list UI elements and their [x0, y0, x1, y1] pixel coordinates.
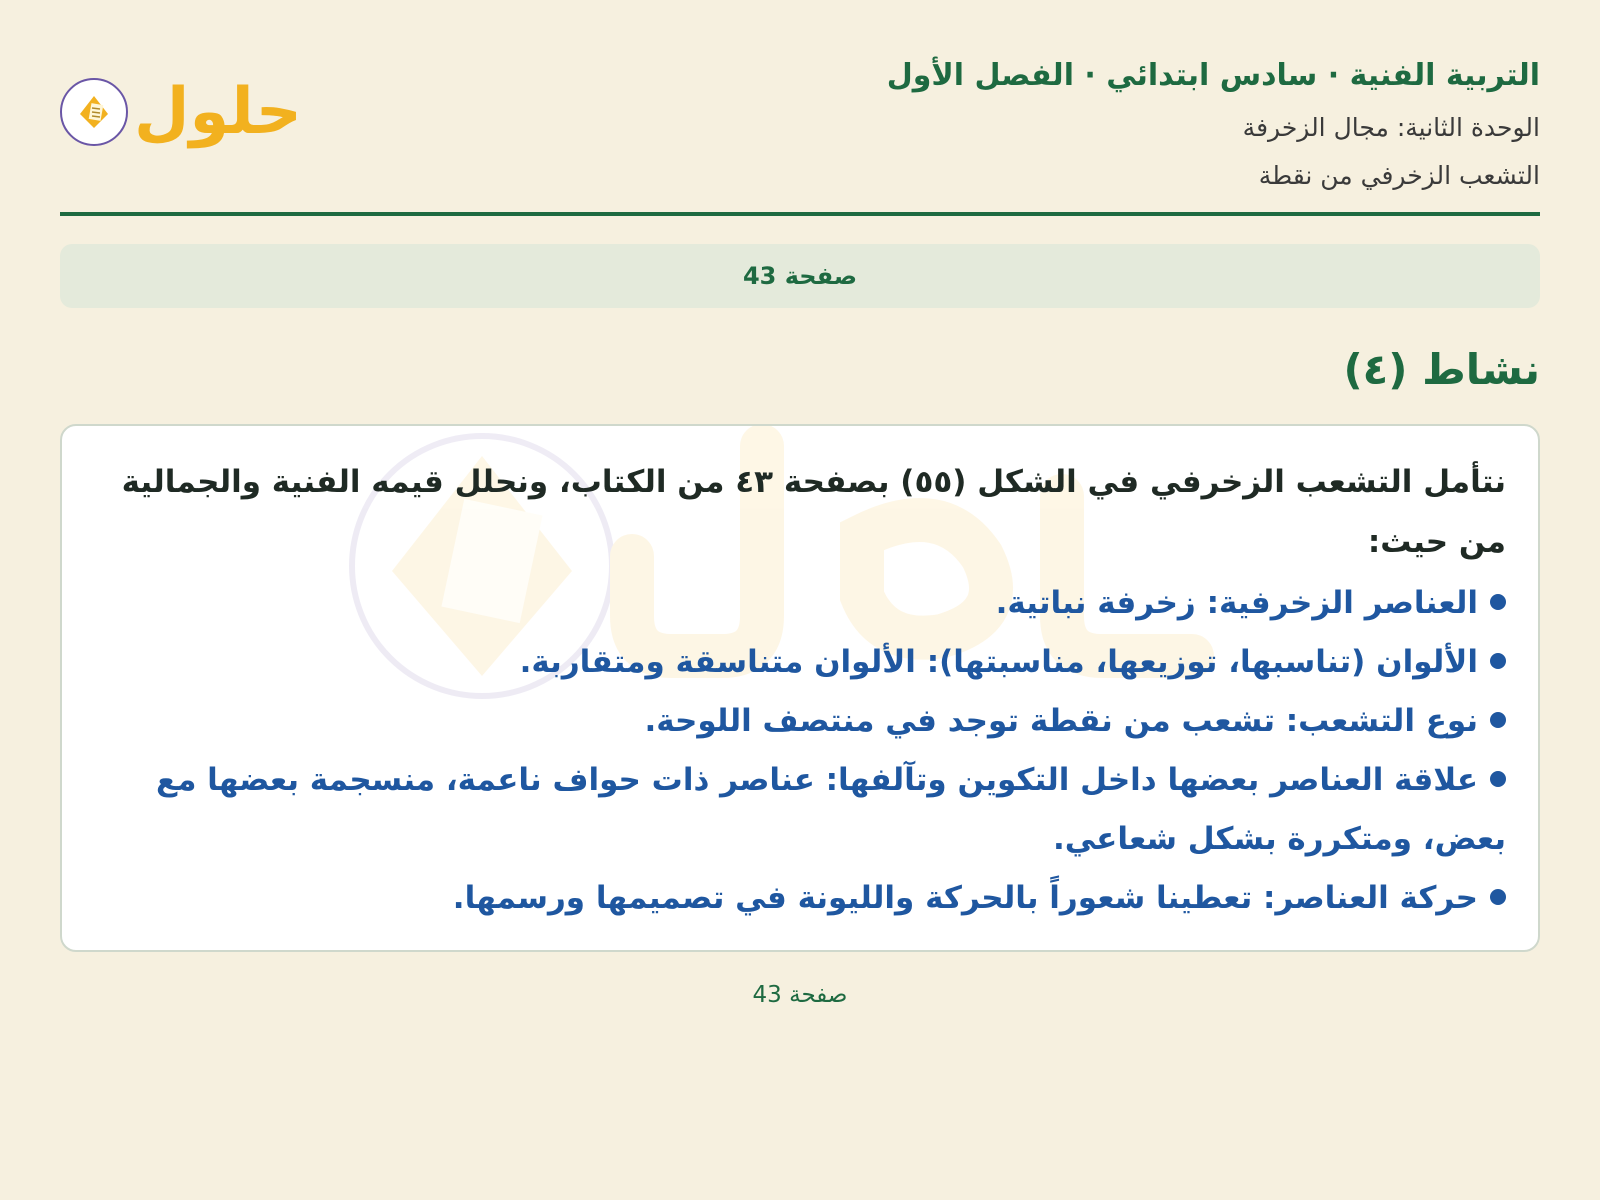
- list-item: [94, 633, 1506, 692]
- logo-wordmark: حلول: [134, 75, 302, 149]
- list-item: [94, 692, 1506, 751]
- bullet-icon: [1490, 771, 1506, 787]
- content-card: [60, 424, 1540, 952]
- list-item-text: علاقة العناصر بعضها داخل التكوين وتآلفها: عناصر ذات حواف ناعمة، منسجمة بعضها مع بعض، ومتكررة بشكل شعاعي.: [156, 762, 1506, 857]
- bullet-icon: [1490, 594, 1506, 610]
- unit-title: الوحدة الثانية: مجال الزخرفة: [1242, 113, 1540, 142]
- header-text: [887, 48, 1540, 200]
- bullet-icon: [1490, 712, 1506, 728]
- list-item-text: الألوان (تناسبها، توزيعها، مناسبتها): الألوان متناسقة ومتقاربة.: [519, 644, 1478, 680]
- lesson-title: التشعب الزخرفي من نقطة: [1258, 161, 1540, 190]
- list-item: [94, 869, 1506, 928]
- activity-intro: نتأمل التشعب الزخرفي في الشكل (٥٥) بصفحة ٤٣ من الكتاب، ونحلل قيمه الفنية والجمالية من حيث:: [121, 464, 1506, 560]
- book-icon: [60, 78, 128, 146]
- list-item: [94, 751, 1506, 869]
- activity-title: نشاط (٤): [1343, 345, 1540, 394]
- bullet-icon: [1490, 653, 1506, 669]
- page-banner: صفحة 43: [60, 244, 1540, 308]
- list-item-text: نوع التشعب: تشعب من نقطة توجد في منتصف اللوحة.: [644, 703, 1478, 739]
- header: [60, 48, 1540, 216]
- list-item-text: حركة العناصر: تعطينا شعوراً بالحركة والليونة في تصميمها ورسمها.: [452, 880, 1478, 916]
- footer-page-number: صفحة 43: [752, 982, 848, 1008]
- bullet-icon: [1490, 889, 1506, 905]
- list-item: [94, 574, 1506, 633]
- subject-title: التربية الفنية · سادس ابتدائي · الفصل الأول: [886, 58, 1540, 93]
- analysis-list: [94, 574, 1506, 928]
- document-page: [60, 0, 1540, 1008]
- hulul-logo[interactable]: [60, 75, 302, 149]
- list-item-text: العناصر الزخرفية: زخرفة نباتية.: [995, 585, 1478, 621]
